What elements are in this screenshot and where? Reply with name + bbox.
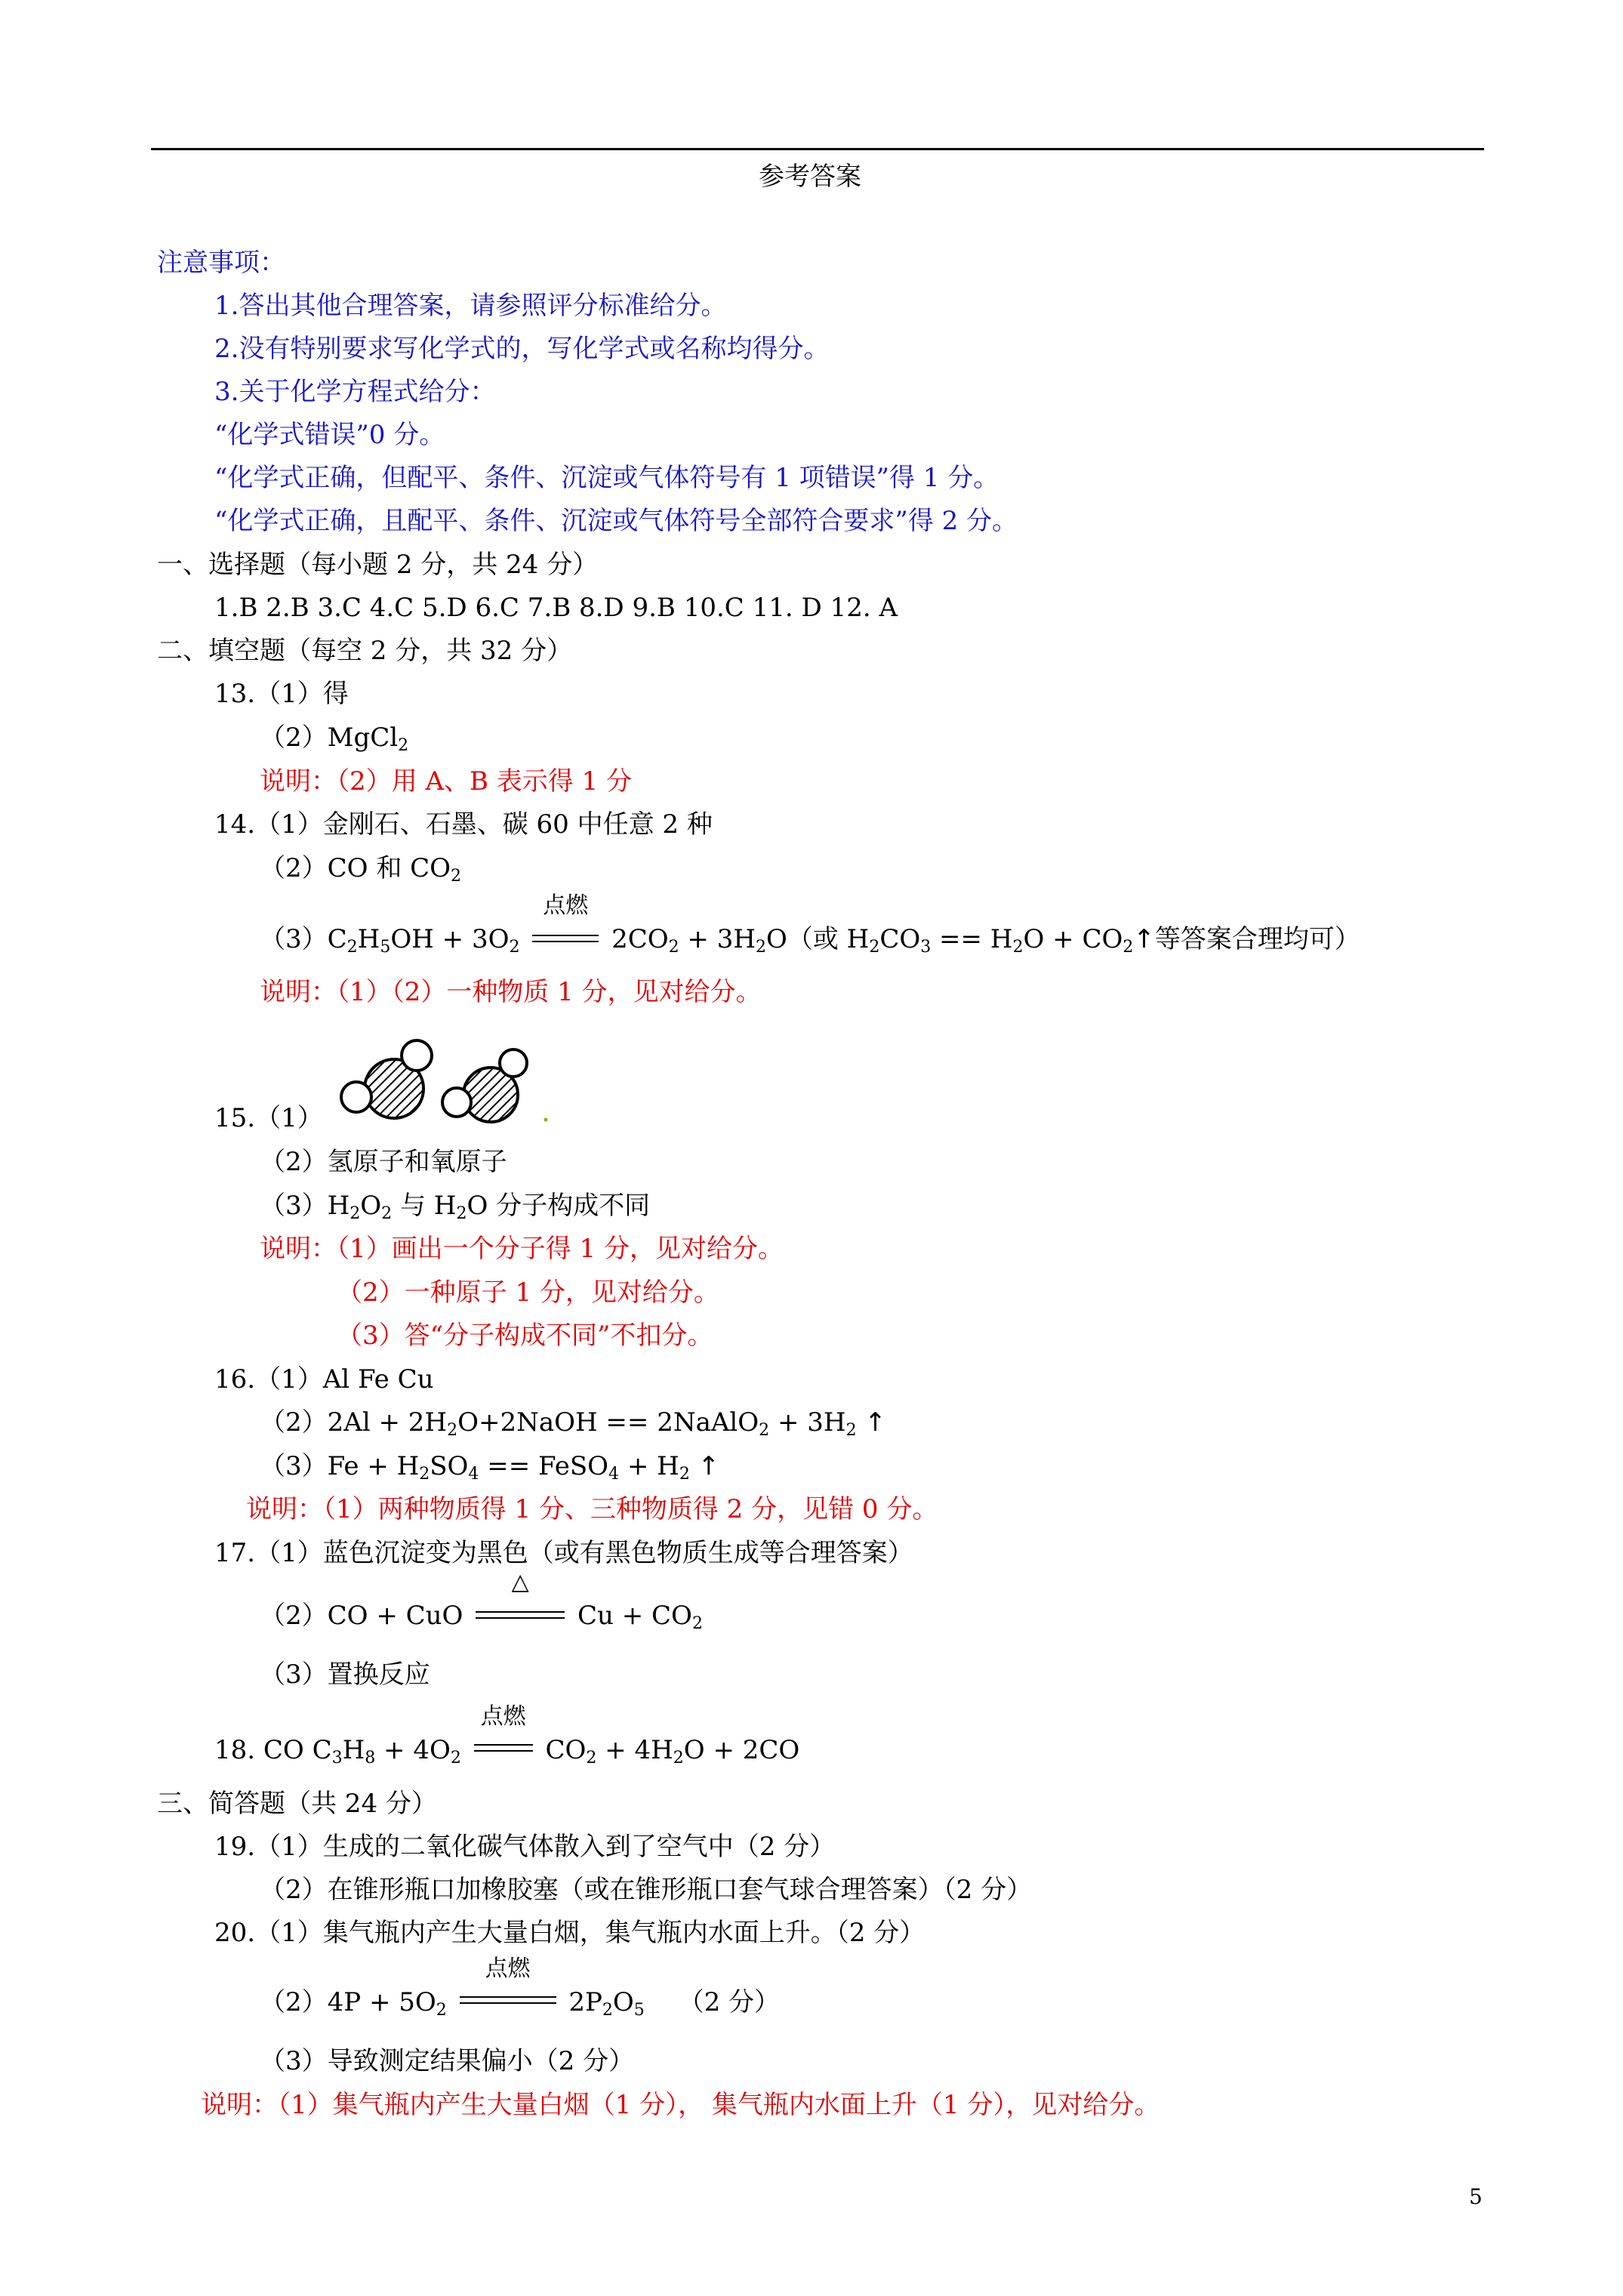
note-6: “化学式正确，且配平、条件、沉淀或气体符号全部符合要求”得 2 分。 xyxy=(214,506,1018,536)
q20-note: 说明：（1）集气瓶内产生大量白烟（1 分）， 集气瓶内水面上升（1 分），见对给分。 xyxy=(201,2090,1160,2120)
section-1-answers: 1.B 2.B 3.C 4.C 5.D 6.C 7.B 8.D 9.B 10.C 11. D 12. A xyxy=(214,593,898,623)
section-2-heading: 二、填空题（每空 2 分，共 32 分） xyxy=(157,636,573,666)
q16-part3-equation: $(3)Fe + H_2SO_4$ == FeSO$_4$ + $H_2$ ↑ xyxy=(260,1451,720,1484)
note-5: “化学式正确，但配平、条件、沉淀或气体符号有 1 项错误”得 1 分。 xyxy=(214,463,999,493)
q17-part3: （3）置换反应 xyxy=(260,1660,430,1690)
q14-part1: 14.（1）金刚石、石墨、碳 60 中任意 2 种 xyxy=(214,809,713,840)
water-molecule-drawing xyxy=(332,1036,574,1125)
q13-part2: （2）MgCl$_2$ xyxy=(260,723,409,755)
q15-part3: $(3)H_2O_2$ 与 $H_2O$ 分子构成不同 xyxy=(260,1191,651,1223)
q16-note: 说明：（1）两种物质得 1 分、三种物质得 2 分，见错 0 分。 xyxy=(246,1494,938,1524)
q19-part1: 19.（1）生成的二氧化碳气体散入到了空气中（2 分） xyxy=(214,1832,836,1862)
note-3: 3.关于化学方程式给分： xyxy=(214,377,496,407)
q15-part1: 15.（1） xyxy=(214,1103,323,1133)
q20-part3: （3）导致测定结果偏小（2 分） xyxy=(260,2046,635,2076)
section-1-heading: 一、选择题（每小题 2 分，共 24 分） xyxy=(157,550,599,580)
q15-note-3: （3）答“分子构成不同”不扣分。 xyxy=(337,1321,713,1351)
q17-part2-equation: （2）CO + CuO △ $Cu + CO_2$ xyxy=(260,1569,703,1633)
q13-part1: 13.（1）得 xyxy=(214,679,349,709)
q16-part2-equation: $(2)2Al + 2H_2O+2NaOH$ == 2NaAlO$_2$ + $3H_2$ ↑ xyxy=(260,1407,886,1440)
q15-note-2: （2）一种原子 1 分，见对给分。 xyxy=(337,1277,719,1308)
page-number: 5 xyxy=(1469,2184,1483,2209)
q19-part2: （2）在锥形瓶口加橡胶塞（或在锥形瓶口套气球合理答案）（2 分） xyxy=(260,1875,1033,1905)
q14-part3-equation: $(3)C_2H_5OH + 3O_2$ 点燃 $2CO_2 + 3H_2O$（或 $H_2CO_3 == H_2O$ + $CO_2↑$等答案合理均可） xyxy=(260,892,1360,957)
q13-note: 说明：（2）用 A、B 表示得 1 分 xyxy=(260,766,633,797)
q18-equation: 18. CO $C_3H_8 + 4O_2$ 点燃 $CO_2 + 4H_2O + 2CO$ xyxy=(214,1703,800,1767)
note-2: 2.没有特别要求写化学式的，写化学式或名称均得分。 xyxy=(214,334,830,364)
note-4: “化学式错误”0 分。 xyxy=(214,420,445,450)
q14-note: 说明：（1）（2）一种物质 1 分，见对给分。 xyxy=(260,977,762,1007)
q15-note-1: 说明：（1）画出一个分子得 1 分，见对给分。 xyxy=(260,1234,784,1264)
page-title: 参考答案 xyxy=(759,162,861,192)
q17-part1: 17.（1）蓝色沉淀变为黑色（或有黑色物质生成等合理答案） xyxy=(214,1538,913,1568)
header-rule xyxy=(151,148,1484,150)
q16-part1: 16.（1）Al Fe Cu xyxy=(214,1364,434,1395)
note-1: 1.答出其他合理答案，请参照评分标准给分。 xyxy=(214,291,727,321)
notes-heading: 注意事项： xyxy=(157,248,285,278)
q20-part2-equation: $(2)4P + 5O_2$ 点燃 $2P_2O_5$ （2 分） xyxy=(260,1955,781,2020)
q20-part1: 20.（1）集气瓶内产生大量白烟，集气瓶内水面上升。（2 分） xyxy=(214,1918,925,1948)
q14-part2: （2）CO 和 $CO_2$ xyxy=(260,853,462,886)
q15-part2: （2）氢原子和氧原子 xyxy=(260,1147,507,1177)
section-3-heading: 三、简答题（共 24 分） xyxy=(157,1789,437,1819)
